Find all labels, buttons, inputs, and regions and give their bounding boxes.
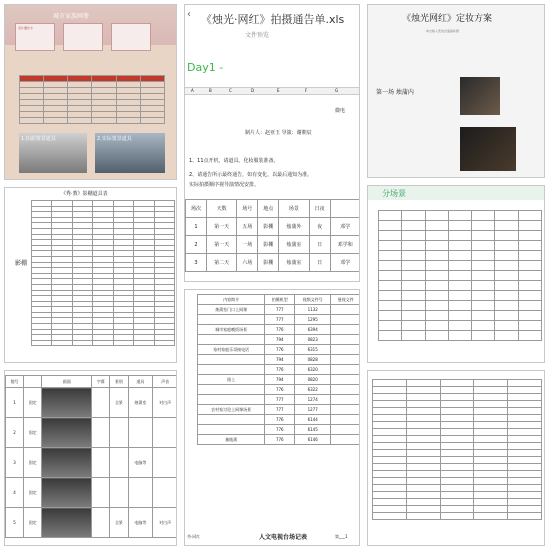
makeup-plan-thumbnail[interactable]: [367, 4, 545, 178]
album-card: [63, 23, 103, 51]
log-row: 家村家庭乐哥接电话 776 6315: [198, 345, 361, 355]
back-chevron-icon[interactable]: ‹: [187, 9, 191, 20]
family-album-thumbnail[interactable]: [4, 4, 177, 180]
album-table: [19, 75, 165, 124]
log-row: 794 0823: [198, 335, 361, 345]
column-b: B: [209, 88, 212, 93]
log-row: 阳上 794 0820: [198, 375, 361, 385]
log-row: 抽地蒲 776 6146: [198, 435, 361, 445]
column-g: G: [335, 88, 339, 93]
notice-sheet-thumbnail[interactable]: [184, 4, 360, 282]
log-footer-left: 秀·网红: [187, 534, 201, 539]
schedule-row: 1 第一天 五场 影棚 烛蒲外 夜 邓学: [186, 218, 361, 236]
storyboard-thumbnail[interactable]: [4, 370, 177, 546]
album-title: 城市家族画册: [53, 13, 90, 20]
room-label: 影棚: [15, 260, 28, 267]
column-e: E: [277, 88, 280, 93]
album-cards: [15, 23, 151, 51]
makeup-subtitle: 单击输入您的封面副标题: [426, 29, 460, 33]
schedule-row: 2 第一天 一场 影棚 烛蒲室 日 邓学和: [186, 236, 361, 254]
log-row: 776 6320: [198, 365, 361, 375]
producer-line: 制片人：赵亚玉 导演：谢朝辰: [245, 130, 312, 136]
makeup-title: 《烛光网红》定妆方案: [402, 14, 493, 24]
log-row: 777 1295: [198, 315, 361, 325]
log-row: 777 1274: [198, 395, 361, 405]
storyboard-row: 1 固定 全景 烛蒲室 对白声: [6, 388, 178, 418]
scene-table: [378, 210, 542, 341]
scene-title: 分场景: [382, 189, 406, 198]
note-3: 实际拍摄顺序视导演情况安排。: [189, 182, 260, 188]
props-sheet-thumbnail[interactable]: [4, 187, 177, 363]
album-card: [111, 23, 151, 51]
log-row: 776 6322: [198, 385, 361, 395]
storyboard-row: 2 固定: [6, 418, 178, 448]
form-table: [372, 379, 542, 520]
note-2: 2、请通告所示最终通告，如有变化，以最后通知为准。: [189, 172, 313, 178]
caption-actual: 2.实际置景道具: [97, 136, 132, 142]
schedule-row: 3 第二天 六场 影棚 烛蒲室 日 邓学: [186, 254, 361, 272]
caption-before: 1.拍前置景道具: [21, 136, 56, 142]
log-row: 776 6145: [198, 425, 361, 435]
props-table: [31, 200, 175, 346]
makeup-photo: [460, 127, 516, 171]
storyboard-row: 3 固定 电脑等: [6, 448, 178, 478]
column-a: A: [191, 88, 194, 93]
column-c: C: [229, 88, 232, 93]
right-clip-text: 微电: [335, 108, 346, 114]
album-card: 名片通告卡: [15, 23, 55, 51]
scene-label: 第一场 烛蒲内: [376, 89, 414, 96]
notice-subtitle: 文件预览: [245, 32, 270, 39]
column-f: F: [305, 88, 308, 93]
form-thumbnail[interactable]: [367, 370, 545, 546]
shot-log-table: 内容简介 拍摄机型 视频文件号 曼视文件 烛蒲室门口上网课 777 1132 777 1295 城市家庭晚饭场景 776 6394 794 0823 家村家庭乐哥接电话 776 6315 794 0828 776 6320 阳上 794 0820 776 6322 777 1274 农村家讨论上网课场景 777 1277 776 6144 776 6145 抽地蒲 776 6146: [197, 294, 360, 445]
column-header-row: [185, 87, 360, 95]
shot-log-thumbnail[interactable]: [184, 289, 360, 546]
log-row: 城市家庭晚饭场景 776 6394: [198, 325, 361, 335]
schedule-table: 场次 天数 场号 地点 场景 日夜 1 第一天 五场 影棚 烛蒲外 夜 邓学 2 第一天 一场 影棚 烛蒲室 日 邓学和 3 第二天 六场 影棚 烛蒲室 日 邓学: [185, 199, 360, 272]
log-row: 农村家讨论上网课场景 777 1277: [198, 405, 361, 415]
scene-breakdown-thumbnail[interactable]: [367, 185, 545, 363]
note-1: 1、11点开机，请道具、化妆服装准备。: [189, 158, 279, 164]
storyboard-row: 5 固定 全景 电脑等 对白声: [6, 508, 178, 538]
log-footer-title: 人文电视台场记表: [259, 534, 308, 541]
storyboard-row: 4 固定: [6, 478, 178, 508]
props-title: 《秀·教》影棚道具表: [61, 191, 108, 197]
day-label: Day1 -: [187, 61, 224, 74]
notice-title: 《烛光·网红》拍摄通告单.xls: [201, 13, 345, 26]
makeup-photo: [460, 77, 500, 115]
log-row: 794 0828: [198, 355, 361, 365]
storyboard-table: 镜号 画面 字幕 景别 道具 声音 1 固定 全景 烛蒲室 对白声 2 固定 3 固定 电脑等 4 固定 5 固定 全景 电脑等 对白声: [5, 375, 177, 538]
log-footer-right: 第___1: [335, 534, 348, 539]
log-row: 776 6144: [198, 415, 361, 425]
column-d: D: [251, 88, 255, 93]
log-row: 烛蒲室门口上网课 777 1132: [198, 305, 361, 315]
